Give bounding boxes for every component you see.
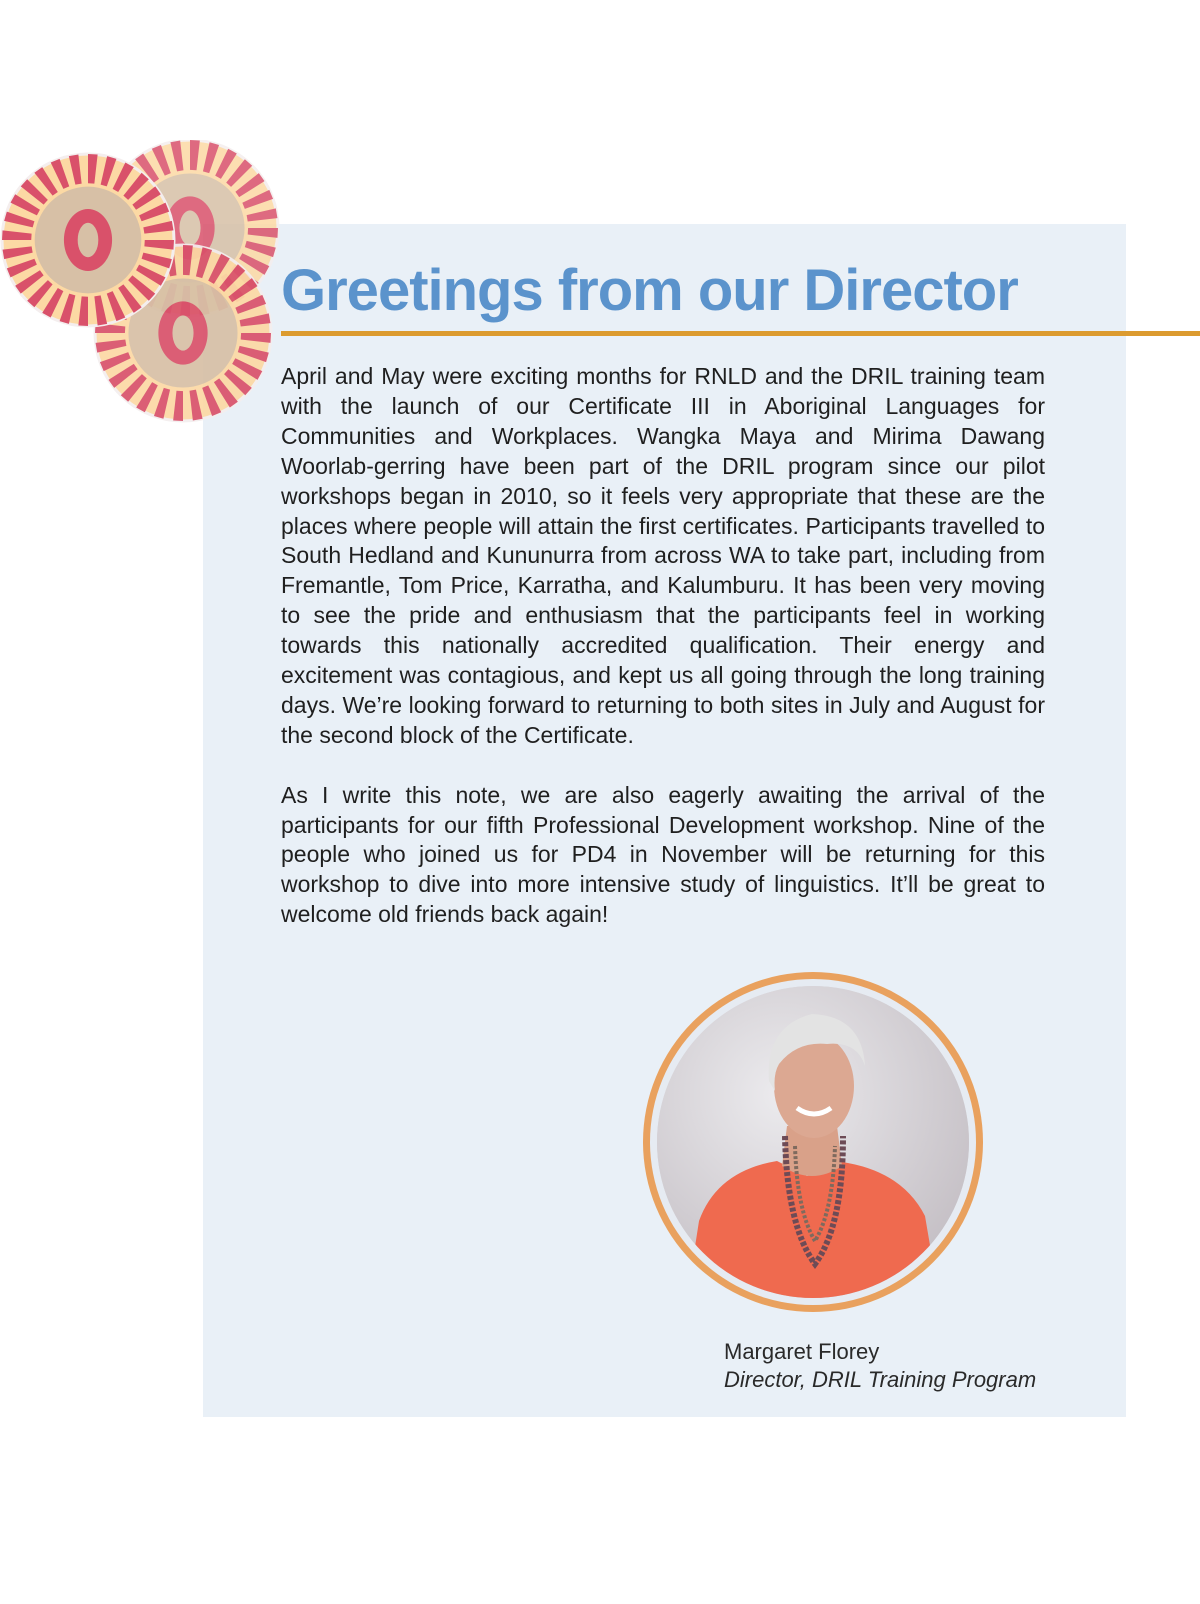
title-underline-rule (281, 331, 1200, 336)
director-role: Director, DRIL Training Program (724, 1367, 1037, 1392)
page-title: Greetings from our Director (281, 258, 1018, 323)
paragraph-2: As I write this note, we are also eagerly awaiting the arrival of the participants for our fifth Professional Development workshop. Nine of the people who joined us for PD4 in November will be returning for this workshop to dive into more intensive study of linguistics. It’ll be great to welcome old friends back again! (281, 781, 1045, 928)
director-portrait-icon (657, 986, 969, 1298)
director-photo-frame (643, 972, 983, 1312)
director-name: Margaret Florey (724, 1339, 880, 1364)
motif-circle-left (2, 154, 174, 326)
letter-body (281, 362, 1045, 960)
aboriginal-dot-circles-icon (0, 140, 290, 440)
paragraph-1: April and May were exciting months for RNLD and the DRIL training team with the launch of our Certificate III in Aboriginal Languages for Communities and Workplaces. Wangka Maya and Mirima Dawang Woorlab-gerring have been part of the DRIL program since our pilot workshops began in 2010, so it feels very appropriate that these are the places where people will attain the first certificates. Participants travelled to South Hedland and Kununurra from across WA to take part, including from Fremantle, Tom Price, Karratha, and Kalumburu. It has been very moving to see the pride and enthusiasm that the participants feel in working towards this nationally accredited qualification. Their energy and excitement was contagious, and kept us all going through the long training days. We’re looking forward to returning to both sites in July and August for the second block of the Certificate. (281, 363, 1045, 748)
